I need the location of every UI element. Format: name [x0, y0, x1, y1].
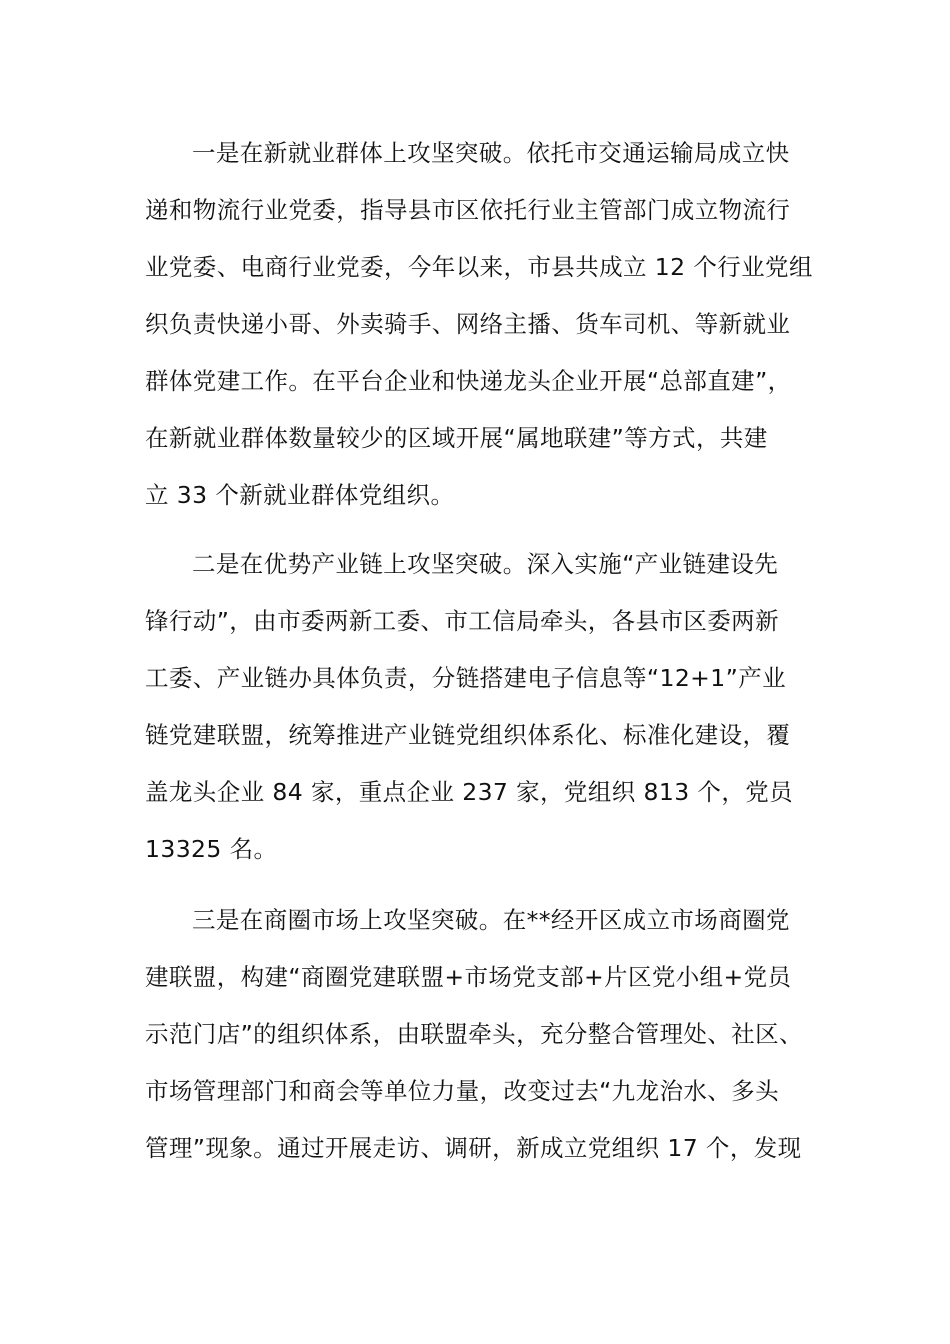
text-line: 示范门店”的组织体系，由联盟牵头，充分整合管理处、社区、 — [145, 1020, 803, 1048]
text-line: 立 33 个新就业群体党组织。 — [145, 481, 455, 509]
text-line: 三是在商圈市场上攻坚突破。在**经开区成立市场商圈党 — [192, 906, 790, 934]
text-line: 织负责快递小哥、外卖骑手、网络主播、货车司机、等新就业 — [145, 310, 791, 338]
text-line: 市场管理部门和商会等单位力量，改变过去“九龙治水、多头 — [145, 1077, 779, 1105]
text-line: 群体党建工作。在平台企业和快递龙头企业开展“总部直建”， — [145, 367, 792, 395]
text-line: 链党建联盟，统筹推进产业链党组织体系化、标准化建设，覆 — [145, 721, 791, 749]
text-line: 递和物流行业党委，指导县市区依托行业主管部门成立物流行 — [145, 196, 791, 224]
text-line: 业党委、电商行业党委，今年以来，市县共成立 12 个行业党组 — [145, 253, 813, 281]
text-line: 一是在新就业群体上攻坚突破。依托市交通运输局成立快 — [192, 139, 790, 167]
text-line: 工委、产业链办具体负责，分链搭建电子信息等“12+1”产业 — [145, 664, 786, 692]
text-line: 在新就业群体数量较少的区域开展“属地联建”等方式，共建 — [145, 424, 768, 452]
text-line: 盖龙头企业 84 家，重点企业 237 家，党组织 813 个，党员 — [145, 778, 794, 806]
text-line: 建联盟，构建“商圈党建联盟+市场党支部+片区党小组+党员 — [145, 963, 792, 991]
text-line: 锋行动”，由市委两新工委、市工信局牵头，各县市区委两新 — [145, 607, 779, 635]
text-line: 管理”现象。通过开展走访、调研，新成立党组织 17 个，发现 — [145, 1134, 802, 1162]
text-line: 13325 名。 — [145, 835, 278, 863]
text-line: 二是在优势产业链上攻坚突破。深入实施“产业链建设先 — [192, 550, 779, 578]
